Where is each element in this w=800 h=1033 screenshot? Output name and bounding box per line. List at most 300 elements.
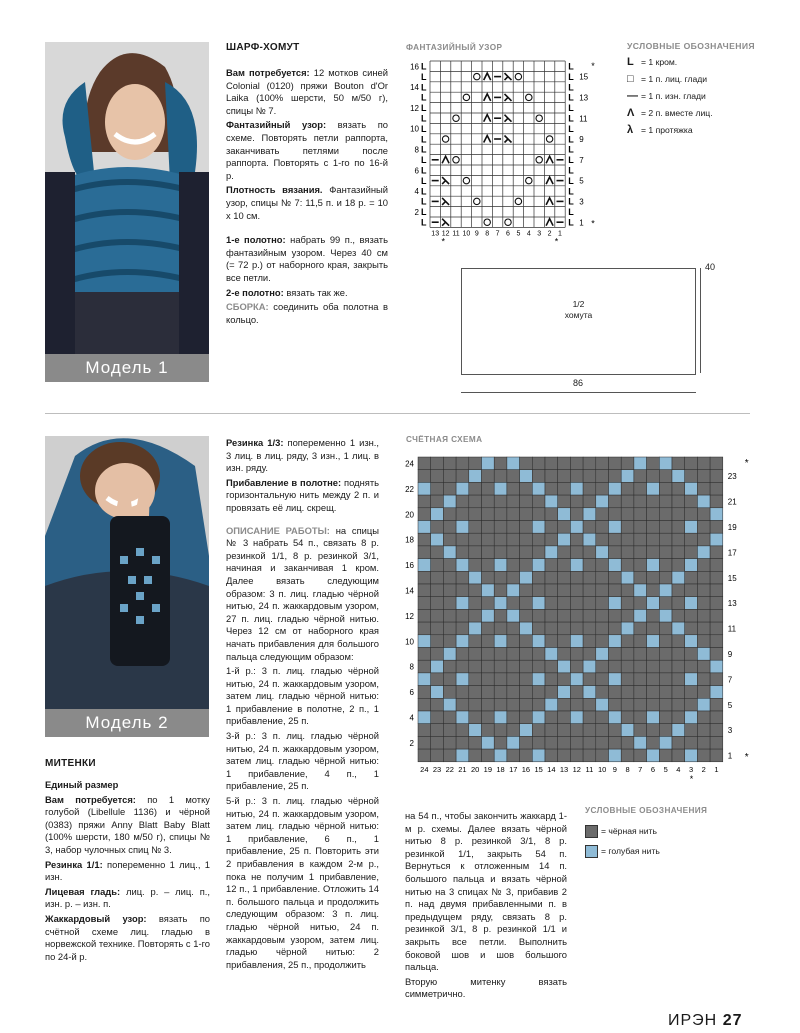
chart-cell xyxy=(659,546,672,559)
chart-cell xyxy=(532,622,545,635)
yarn-over-symbol xyxy=(442,136,448,142)
chart-cell xyxy=(672,457,685,470)
section-divider xyxy=(45,413,750,414)
chart-cell xyxy=(443,495,456,508)
chart-cell xyxy=(507,749,520,762)
chart-cell xyxy=(469,533,482,546)
chart-cell xyxy=(647,635,660,648)
legend1 xyxy=(627,40,755,139)
chart-cell xyxy=(431,724,444,737)
chart-cell xyxy=(482,584,495,597)
blue-swatch xyxy=(585,845,598,858)
schematic-label-name: хомута xyxy=(564,310,593,320)
chart-cell xyxy=(647,508,660,521)
row-label-right: 1 xyxy=(727,751,733,761)
chart-cell xyxy=(710,609,723,622)
chart-cell xyxy=(634,736,647,749)
legend1-title: УСЛОВНЫЕ ОБОЗНАЧЕНИЯ xyxy=(627,41,756,51)
mittens-materials: Вам потребуется: по 1 мотку голубой (Libellule 1136) и чёрной (0383) пряжи Anny Blatt Baby Blatt (100% шерсти, 180 м/50 г), спицы № 3, набор чулочных спиц № 3. xyxy=(45,793,210,855)
edge-stitch-right: L xyxy=(568,92,574,103)
chart-cell xyxy=(647,470,660,483)
chart-cell xyxy=(558,711,571,724)
chart-cell xyxy=(609,559,622,572)
chart-cell xyxy=(520,482,533,495)
chart-cell xyxy=(647,660,660,673)
chart-cell xyxy=(482,698,495,711)
yarn-over-symbol xyxy=(463,94,469,100)
chart-cell xyxy=(710,711,723,724)
chart-cell xyxy=(456,470,469,483)
chart-cell xyxy=(507,711,520,724)
row-label-left: 10 xyxy=(410,124,419,134)
chart-cell xyxy=(583,546,596,559)
col-label: 8 xyxy=(485,230,490,238)
chart-cell xyxy=(507,597,520,610)
col-label: 10 xyxy=(597,764,607,774)
chart-cell xyxy=(431,597,444,610)
chart-cell xyxy=(685,457,698,470)
row-label-right: 1 xyxy=(579,218,584,228)
yarn-over-symbol xyxy=(536,157,542,163)
chart-cell xyxy=(570,457,583,470)
chart-cell xyxy=(621,584,634,597)
skp-symbol xyxy=(505,94,512,101)
chart-cell xyxy=(647,673,660,686)
yarn-over-symbol xyxy=(484,219,490,225)
chart-cell xyxy=(596,622,609,635)
mittens-second: Вторую митенку вязать симметрично. xyxy=(405,975,567,1000)
chart-cell xyxy=(621,457,634,470)
chart-cell xyxy=(697,660,710,673)
row-label-right: 15 xyxy=(727,573,737,583)
chart-cell xyxy=(482,495,495,508)
yarn-over-symbol xyxy=(515,198,521,204)
chart-cell xyxy=(697,648,710,661)
chart-cell xyxy=(685,584,698,597)
chart-cell xyxy=(545,559,558,572)
edge-stitch-right: L xyxy=(568,113,574,124)
model1-photo xyxy=(45,42,209,382)
chart-cell xyxy=(685,533,698,546)
chart-cell xyxy=(418,749,431,762)
chart-cell xyxy=(596,736,609,749)
k2tog-symbol xyxy=(546,177,553,184)
chart-cell xyxy=(558,546,571,559)
row-label-right: 3 xyxy=(727,726,733,736)
chart-cell xyxy=(570,648,583,661)
chart-cell xyxy=(520,698,533,711)
chart-cell xyxy=(659,597,672,610)
scarf-assembly: СБОРКА: соединить оба полотна в кольцо. xyxy=(226,301,388,325)
chart-cell xyxy=(609,495,622,508)
footer-brand: ИРЭН xyxy=(668,1012,718,1029)
chart-cell xyxy=(494,457,507,470)
col-label: 24 xyxy=(420,764,429,774)
yarn-over-symbol xyxy=(474,198,480,204)
k2tog-symbol xyxy=(484,136,491,143)
chart-cell xyxy=(431,622,444,635)
row-label-right: 3 xyxy=(579,197,584,207)
chart-cell xyxy=(583,622,596,635)
chart-cell xyxy=(431,571,444,584)
chart-cell xyxy=(685,470,698,483)
chart-cell xyxy=(710,673,723,686)
chart-cell xyxy=(634,749,647,762)
row-label-left: 8 xyxy=(414,145,419,155)
chart-cell xyxy=(710,686,723,699)
chart-cell xyxy=(710,559,723,572)
chart-cell xyxy=(443,584,456,597)
chart-cell xyxy=(685,482,698,495)
col-label: 4 xyxy=(526,230,531,238)
edge-stitch-right: L xyxy=(568,175,574,186)
chart-cell xyxy=(697,482,710,495)
chart-cell xyxy=(532,724,545,737)
chart-cell xyxy=(672,559,685,572)
chart-cell xyxy=(647,546,660,559)
mittens-size: Единый размер xyxy=(45,779,119,790)
fancy-chart xyxy=(400,55,610,245)
chart-cell xyxy=(685,559,698,572)
chart-cell xyxy=(570,635,583,648)
chart-cell xyxy=(507,482,520,495)
chart-cell xyxy=(621,698,634,711)
col-label: 3 xyxy=(688,764,694,774)
mittens-instructions xyxy=(226,437,379,973)
row-label-left: 2 xyxy=(409,738,414,748)
row-label-right: 21 xyxy=(727,497,737,507)
chart-cell xyxy=(532,673,545,686)
chart-cell xyxy=(507,533,520,546)
chart-cell xyxy=(609,698,622,711)
chart-cell xyxy=(570,495,583,508)
yarn-over-symbol xyxy=(526,94,532,100)
col-label: 16 xyxy=(521,764,531,774)
col-label: 11 xyxy=(452,230,460,238)
chart-cell xyxy=(558,749,571,762)
col-label: 15 xyxy=(534,764,543,774)
chart-cell xyxy=(520,749,533,762)
chart-cell xyxy=(583,724,596,737)
chart-cell xyxy=(570,470,583,483)
chart-cell xyxy=(431,648,444,661)
chart-cell xyxy=(456,584,469,597)
chart-cell xyxy=(469,571,482,584)
chart-cell xyxy=(520,711,533,724)
chart-cell xyxy=(494,597,507,610)
chart-cell xyxy=(494,686,507,699)
chart-cell xyxy=(621,622,634,635)
chart-cell xyxy=(443,470,456,483)
chart-cell xyxy=(697,546,710,559)
chart-cell xyxy=(672,698,685,711)
chart-cell xyxy=(609,724,622,737)
chart-cell xyxy=(456,597,469,610)
chart-cell xyxy=(456,508,469,521)
chart-cell xyxy=(647,622,660,635)
chart-cell xyxy=(482,521,495,534)
chart-cell xyxy=(583,648,596,661)
chart-cell xyxy=(545,521,558,534)
chart-cell xyxy=(443,559,456,572)
chart-cell xyxy=(532,521,545,534)
chart-cell xyxy=(659,533,672,546)
chart-cell xyxy=(456,622,469,635)
chart-cell xyxy=(672,571,685,584)
chart-cell xyxy=(596,686,609,699)
edge-stitch-left: L xyxy=(421,175,427,186)
chart-cell xyxy=(583,482,596,495)
chart-cell xyxy=(697,609,710,622)
yarn-over-symbol xyxy=(453,115,459,121)
star-mark: * xyxy=(554,236,559,245)
chart-cell xyxy=(570,521,583,534)
row-label-right: 17 xyxy=(727,548,737,558)
chart-cell xyxy=(456,559,469,572)
chart-cell xyxy=(685,698,698,711)
chart-cell xyxy=(710,495,723,508)
star-mark: * xyxy=(591,218,595,229)
chart-cell xyxy=(431,686,444,699)
chart-cell xyxy=(418,597,431,610)
col-label: 18 xyxy=(496,764,505,774)
edge-stitch-left: L xyxy=(421,207,427,218)
chart-cell xyxy=(494,749,507,762)
chart-cell xyxy=(482,749,495,762)
chart-cell xyxy=(532,635,545,648)
chart-cell xyxy=(443,635,456,648)
chart-cell xyxy=(545,609,558,622)
chart-cell xyxy=(609,546,622,559)
chart-cell xyxy=(469,724,482,737)
chart-cell xyxy=(418,584,431,597)
chart-cell xyxy=(520,571,533,584)
chart-cell xyxy=(545,724,558,737)
chart-cell xyxy=(659,457,672,470)
chart-cell xyxy=(659,622,672,635)
chart-cell xyxy=(482,686,495,699)
chart-cell xyxy=(545,546,558,559)
k2tog-symbol xyxy=(484,73,491,80)
row-label-right: 5 xyxy=(579,176,584,186)
chart-cell xyxy=(609,648,622,661)
edge-stitch-right: L xyxy=(568,123,574,134)
chart-cell xyxy=(634,470,647,483)
chart-cell xyxy=(672,546,685,559)
chart-cell xyxy=(659,698,672,711)
chart-cell xyxy=(634,711,647,724)
chart-cell xyxy=(558,648,571,661)
chart-cell xyxy=(431,673,444,686)
chart-cell xyxy=(570,698,583,711)
chart-cell xyxy=(583,609,596,622)
col-label: 12 xyxy=(441,230,450,238)
chart-cell xyxy=(520,660,533,673)
chart-cell xyxy=(431,533,444,546)
legend2-title: УСЛОВНЫЕ ОБОЗНАЧЕНИЯ xyxy=(585,806,708,815)
chart-cell xyxy=(532,584,545,597)
chart-cell xyxy=(431,559,444,572)
star-mark: * xyxy=(744,458,749,469)
chart-cell xyxy=(482,482,495,495)
chart-cell xyxy=(431,749,444,762)
chart-cell xyxy=(596,749,609,762)
chart-cell xyxy=(520,609,533,622)
chart-cell xyxy=(672,749,685,762)
chart-cell xyxy=(710,470,723,483)
chart-cell xyxy=(583,711,596,724)
chart-cell xyxy=(456,609,469,622)
chart-cell xyxy=(659,648,672,661)
chart-cell xyxy=(469,660,482,673)
mittens-title: МИТЕНКИ xyxy=(45,758,96,769)
chart-cell xyxy=(621,571,634,584)
chart-cell xyxy=(685,622,698,635)
chart-cell xyxy=(482,711,495,724)
count-chart-title: СЧЁТНАЯ СХЕМА xyxy=(406,435,483,444)
chart-cell xyxy=(532,648,545,661)
chart-cell xyxy=(659,749,672,762)
chart-cell xyxy=(570,571,583,584)
chart-cell xyxy=(672,660,685,673)
chart-cell xyxy=(621,597,634,610)
chart-cell xyxy=(710,508,723,521)
star-mark: * xyxy=(591,61,595,71)
chart-cell xyxy=(583,571,596,584)
chart-cell xyxy=(532,686,545,699)
chart-cell xyxy=(520,648,533,661)
col-label: 5 xyxy=(663,764,668,774)
chart-cell xyxy=(609,609,622,622)
chart-cell xyxy=(647,648,660,661)
edge-stitch-left: L xyxy=(421,92,427,103)
chart-cell xyxy=(609,584,622,597)
chart-cell xyxy=(431,521,444,534)
chart-cell xyxy=(685,495,698,508)
k2tog-symbol xyxy=(546,198,553,205)
mittens-rib11: Резинка 1/1: попеременно 1 лиц., 1 изн. xyxy=(45,858,211,883)
col-label: 12 xyxy=(572,764,581,774)
chart-cell xyxy=(507,495,520,508)
row-label-left: 4 xyxy=(414,187,419,197)
chart-cell xyxy=(596,584,609,597)
yarn-over-symbol xyxy=(453,157,459,163)
chart-cell xyxy=(621,482,634,495)
chart-cell xyxy=(520,622,533,635)
chart-cell xyxy=(431,508,444,521)
chart-cell xyxy=(570,686,583,699)
chart-cell xyxy=(520,584,533,597)
chart-cell xyxy=(443,482,456,495)
chart-cell xyxy=(672,622,685,635)
chart-cell xyxy=(507,559,520,572)
chart-cell xyxy=(672,597,685,610)
chart-cell xyxy=(494,660,507,673)
chart-cell xyxy=(469,736,482,749)
mittens-description: ОПИСАНИЕ РАБОТЫ: на спицы № 3 набрать 54 п., связать 8 р. резинкой 1/1, 8 р. резинкой 3/1, начиная и заканчивая 1 кром. Далее вязать следующим образом: 3 п. лиц. гладью чёрной нитью, 24 п. жаккардовым узором, 27 п. лиц. гладью чёрной нитью. Через 12 см от наборного края начать прибавления для большого пальца следующим образом: xyxy=(226,524,379,662)
mittens-row3: 3-й р.: 3 п. лиц. гладью чёрной нитью, 24 п. жаккардовым узором, затем лиц. гладью чёрной нитью: 1 прибавление, 4 п., 1 прибавление, 25 п. xyxy=(226,730,379,792)
edge-stitch-right: L xyxy=(568,217,574,228)
chart-cell xyxy=(697,597,710,610)
chart-cell xyxy=(431,546,444,559)
chart-cell xyxy=(583,749,596,762)
chart-cell xyxy=(545,711,558,724)
chart-cell xyxy=(456,660,469,673)
chart-cell xyxy=(570,622,583,635)
chart-cell xyxy=(647,584,660,597)
chart-cell xyxy=(697,533,710,546)
chart-cell xyxy=(621,660,634,673)
yarn-over-symbol xyxy=(505,219,511,225)
chart-cell xyxy=(659,724,672,737)
chart-cell xyxy=(710,724,723,737)
row-label-right: 19 xyxy=(727,523,737,533)
chart-cell xyxy=(647,686,660,699)
chart-cell xyxy=(621,648,634,661)
skp-symbol xyxy=(505,136,512,143)
chart-cell xyxy=(672,521,685,534)
schematic-height-line xyxy=(700,268,701,373)
chart-cell xyxy=(697,521,710,534)
chart-cell xyxy=(583,533,596,546)
chart-cell xyxy=(443,533,456,546)
chart-cell xyxy=(482,660,495,673)
chart-cell xyxy=(520,533,533,546)
chart-cell xyxy=(558,609,571,622)
chart-cell xyxy=(520,597,533,610)
chart-cell xyxy=(494,698,507,711)
chart-cell xyxy=(609,749,622,762)
k2tog-symbol xyxy=(484,94,491,101)
chart-cell xyxy=(482,724,495,737)
chart-cell xyxy=(609,736,622,749)
chart-cell xyxy=(647,571,660,584)
legend2-black: = чёрная нить xyxy=(585,821,707,841)
chart-cell xyxy=(456,495,469,508)
chart-cell xyxy=(697,508,710,521)
chart-cell xyxy=(596,609,609,622)
chart-cell xyxy=(583,457,596,470)
chart-cell xyxy=(418,635,431,648)
chart-cell xyxy=(532,609,545,622)
chart-cell xyxy=(494,482,507,495)
chart-cell xyxy=(507,457,520,470)
col-label: 5 xyxy=(516,230,521,238)
yarn-over-symbol xyxy=(474,73,480,79)
chart-cell xyxy=(558,457,571,470)
chart-cell xyxy=(507,673,520,686)
chart-cell xyxy=(431,635,444,648)
row-label-left: 10 xyxy=(405,637,414,647)
chart-cell xyxy=(545,622,558,635)
model2-caption: Модель 2 xyxy=(45,709,209,737)
row-label-left: 6 xyxy=(414,166,419,176)
count-chart xyxy=(398,452,758,784)
chart-cell xyxy=(596,724,609,737)
chart-cell xyxy=(710,533,723,546)
schematic-width-line xyxy=(461,392,696,393)
chart-cell xyxy=(482,648,495,661)
chart-cell xyxy=(558,686,571,699)
edge-stitch-right: L xyxy=(568,61,574,72)
scarf-gauge: Плотность вязания. Фантазийный узор, спицы № 7: 11,5 п. и 18 р. = 10 х 10 см. xyxy=(226,184,388,221)
chart-cell xyxy=(532,457,545,470)
chart-cell xyxy=(621,470,634,483)
chart-cell xyxy=(685,597,698,610)
chart-cell xyxy=(520,724,533,737)
chart-cell xyxy=(596,533,609,546)
row-label-right: 11 xyxy=(727,624,737,634)
